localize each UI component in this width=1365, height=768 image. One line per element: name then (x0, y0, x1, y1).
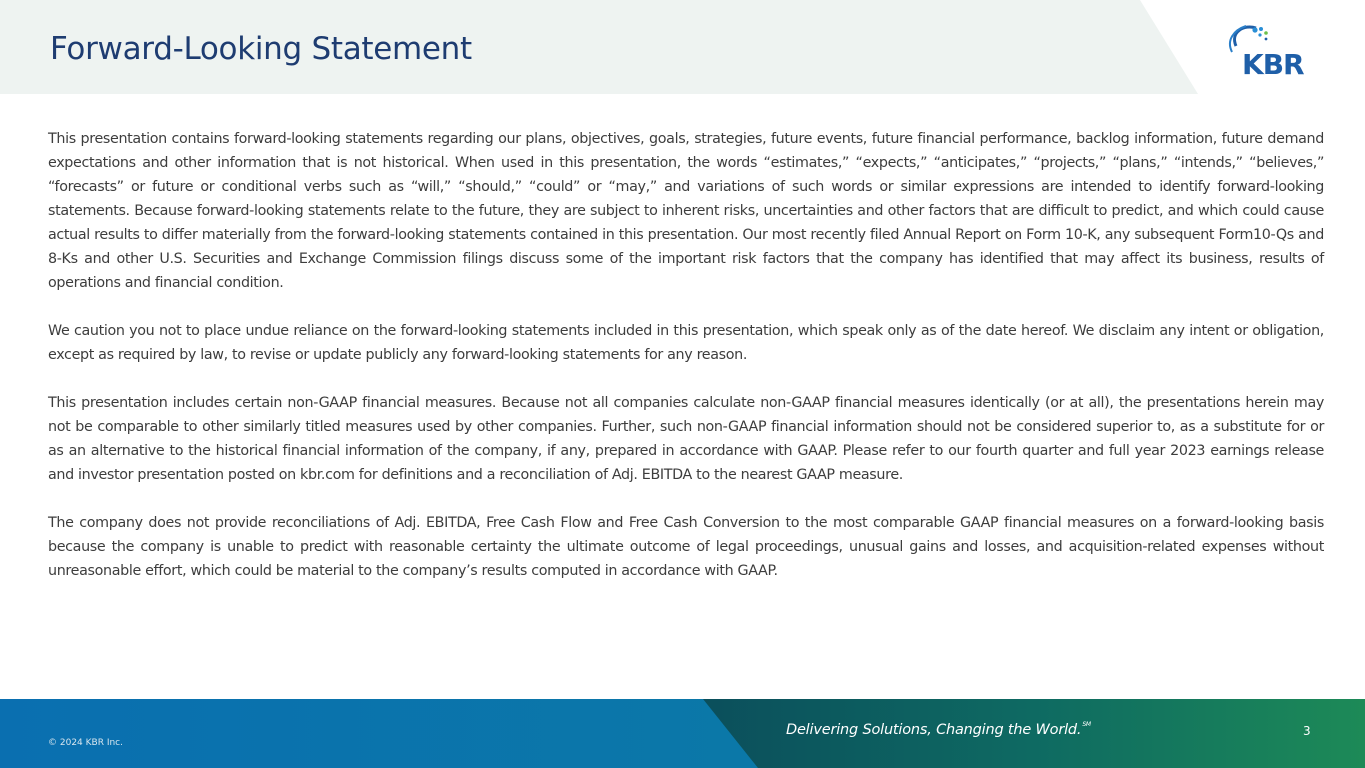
paragraph-forward-looking: This presentation contains forward-looking statements regarding our plans, objectives, goals, strategies, future events, future financial performance, backlog information, future demand expectations and other information that is not historical. When used in this presentation, the words “estimates,” “expects,” “anticipates,” “projects,” “plans,” “intends,” “believes,” “forecasts” or future or conditional verbs such as “will,” “should,” “could” or “may,” and variations of such words or similar expressions are intended to identify forward-looking statements. Because forward-looking statements relate to the future, they are subject to inherent risks, uncertainties and other factors that are difficult to predict, and which could cause actual results to differ materially from the forward-looking statements contained in this presentation. Our most recently filed Annual Report on Form 10-K, any subsequent Form10-Qs and 8-Ks and other U.S. Securities and Exchange Commission filings discuss some of the important risk factors that the company has identified that may affect its business, results of operations and financial condition. (48, 131, 1324, 291)
footer-band (0, 699, 1365, 768)
logo-wordmark: KBR (1242, 48, 1304, 80)
footer-background (0, 699, 1365, 768)
kbr-logo (1222, 22, 1320, 80)
service-mark: SM (1082, 721, 1091, 728)
page-title: Forward-Looking Statement (50, 31, 472, 67)
paragraph-non-gaap: This presentation includes certain non-GAAP financial measures. Because not all companies calculate non-GAAP financial measures identically (or at all), the presentations herein may not be comparable to other similarly titled measures used by other companies. Further, such non-GAAP financial information should not be considered superior to, as a substitute for or as an alternative to the historical financial information of the company, if any, prepared in accordance with GAAP. Please refer to our fourth quarter and full year 2023 earnings release and investor presentation posted on kbr.com for definitions and a reconciliation of Adj. EBITDA to the nearest GAAP measure. (48, 395, 1324, 483)
tagline (786, 721, 1091, 738)
paragraph-reconciliations: The company does not provide reconciliations of Adj. EBITDA, Free Cash Flow and Free Cash Conversion to the most comparable GAAP financial measures on a forward-looking basis because the company is unable to predict with reasonable certainty the ultimate outcome of legal proceedings, unusual gains and losses, and acquisition-related expenses without unreasonable effort, which could be material to the company’s results computed in accordance with GAAP. (48, 515, 1324, 579)
tagline-text: Delivering Solutions, Changing the World. (786, 722, 1082, 738)
copyright-text: © 2024 KBR Inc. (48, 738, 123, 748)
page-number: 3 (1303, 724, 1311, 738)
paragraph-caution: We caution you not to place undue reliance on the forward-looking statements included in this presentation, which speak only as of the date hereof. We disclaim any intent or obligation, except as required by law, to revise or update publicly any forward-looking statements for any reason. (48, 323, 1324, 363)
statement-body (48, 127, 1324, 607)
